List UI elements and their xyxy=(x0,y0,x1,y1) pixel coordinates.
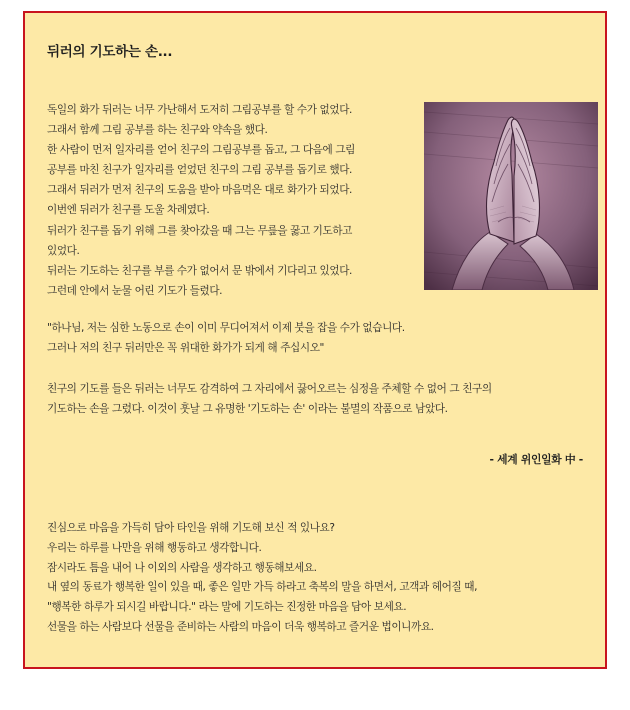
story-line: 독일의 화가 뒤러는 너무 가난해서 도저히 그림공부를 할 수가 없었다. xyxy=(47,104,353,116)
story-line: 그래서 뒤러가 먼저 친구의 도움을 받아 마음먹은 대로 화가가 되었다. xyxy=(47,184,353,197)
prayer-quote xyxy=(47,318,405,358)
story-conclusion xyxy=(47,379,492,419)
story-text xyxy=(47,100,427,301)
story-line: 공부를 마친 친구가 일자리를 얻었던 친구의 그림 공부를 돕기로 했다. xyxy=(47,164,353,177)
story-line: 한 사람이 먼저 일자리를 얻어 친구의 그림공부를 돕고, 그 다음에 그림 xyxy=(47,144,355,157)
closing-line: 진심으로 마음을 가득히 담아 타인을 위해 기도해 보신 적 있나요? xyxy=(47,522,335,534)
closing-message xyxy=(47,519,477,638)
quote-line: "하나님, 저는 심한 노동으로 손이 이미 무디어져서 이제 붓을 잡을 수가 없습니다. xyxy=(47,322,405,334)
praying-hands-illustration xyxy=(424,102,598,290)
closing-line: "행복한 하루가 되시길 바랍니다." 라는 말에 기도하는 진정한 마음을 담아 보세요. xyxy=(47,601,407,614)
closing-line: 선물을 하는 사람보다 선물을 준비하는 사람의 마음이 더욱 행복하고 즐거운 법이니까요. xyxy=(47,620,434,633)
story-line: 그래서 함께 그림 공부를 하는 친구와 약속을 했다. xyxy=(47,124,268,137)
story-line: 뒤러는 기도하는 친구를 부를 수가 없어서 문 밖에서 기다리고 있었다. xyxy=(47,264,353,277)
closing-line: 내 옆의 동료가 행복한 일이 있을 때, 좋은 일만 가득 하라고 축복의 말을 하면서, 고객과 헤어질 때, xyxy=(47,581,478,594)
quote-line: 그러나 저의 친구 뒤러만은 꼭 위대한 화가가 되게 해 주십시오" xyxy=(47,342,325,355)
story-card xyxy=(23,11,607,669)
story-line: 이번엔 뒤러가 친구를 도울 차례였다. xyxy=(47,204,210,217)
conclusion-line: 기도하는 손을 그렸다. 이것이 훗날 그 유명한 '기도하는 손' 이라는 불멸의 작품으로 남았다. xyxy=(47,403,448,416)
conclusion-line: 친구의 기도를 들은 뒤러는 너무도 감격하여 그 자리에서 끓어오르는 심정을 주체할 수 없어 그 친구의 xyxy=(47,383,492,395)
closing-line: 우리는 하루를 나만을 위해 행동하고 생각합니다. xyxy=(47,541,262,554)
page-title: 뒤러의 기도하는 손... xyxy=(47,44,173,60)
source-citation: - 세계 위인일화 中 - xyxy=(489,453,583,466)
story-line: 뒤러가 친구를 돕기 위해 그를 찾아갔을 때 그는 무릎을 꿇고 기도하고 xyxy=(47,224,353,237)
praying-hands-image xyxy=(424,102,598,290)
story-line: 그런데 안에서 눈물 어린 기도가 들렸다. xyxy=(47,284,223,297)
closing-line: 잠시라도 틈을 내어 나 이외의 사람을 생각하고 행동해보세요. xyxy=(47,561,317,574)
story-line: 있었다. xyxy=(47,244,80,257)
